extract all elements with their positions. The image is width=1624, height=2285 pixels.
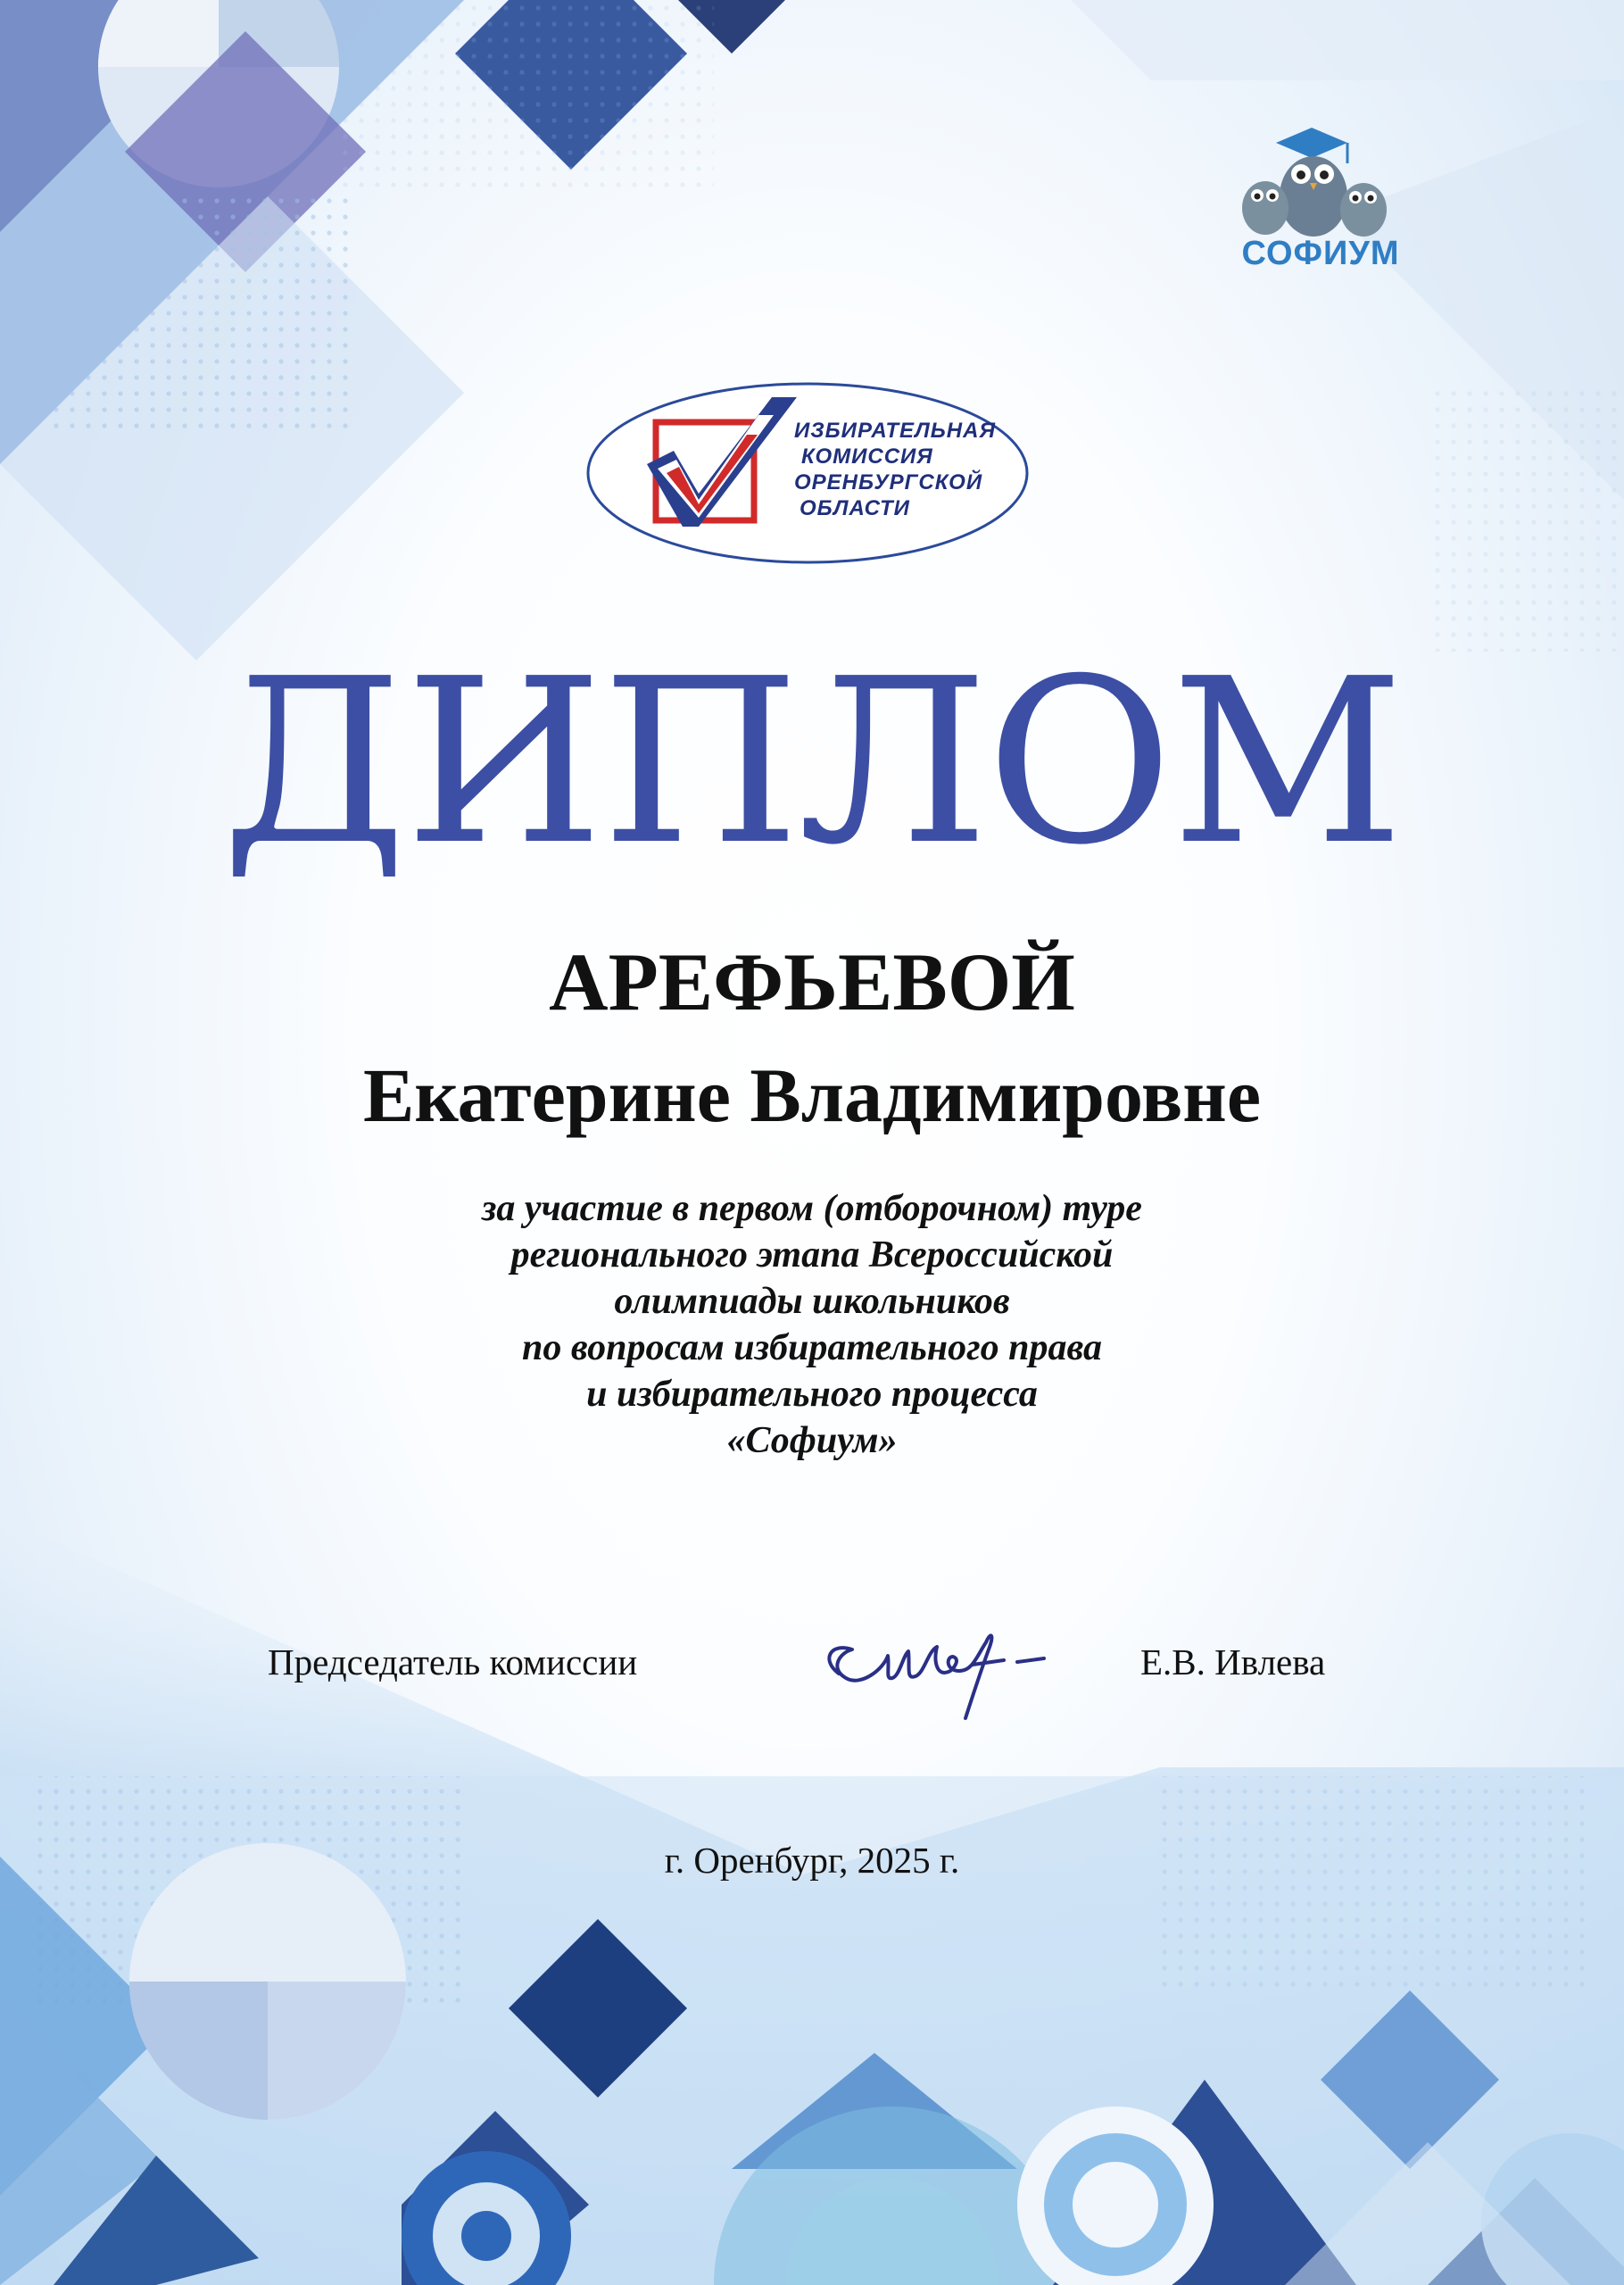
owls-icon bbox=[1214, 112, 1428, 237]
reason-line: за участие в первом (отборочном) туре bbox=[482, 1188, 1142, 1229]
recipient-surname: АРЕФЬЕВОЙ bbox=[549, 936, 1075, 1027]
commission-name bbox=[794, 418, 1035, 521]
handwritten-signature bbox=[803, 1607, 1071, 1732]
commission-line: ОРЕНБУРГСКОЙ bbox=[794, 470, 983, 494]
reason-line: олимпиады школьников bbox=[614, 1281, 1010, 1322]
commission-line: ИЗБИРАТЕЛЬНАЯ bbox=[794, 419, 996, 443]
sofium-logo bbox=[1214, 112, 1428, 281]
reason-line: «Софиум» bbox=[726, 1420, 898, 1461]
award-reason bbox=[277, 1185, 1347, 1464]
reason-line: по вопросам избирательного права bbox=[522, 1327, 1102, 1368]
chair-name: Е.В. Ивлева bbox=[1140, 1641, 1326, 1683]
election-commission-logo bbox=[584, 379, 1031, 567]
reason-line: регионального этапа Всероссийской bbox=[510, 1234, 1114, 1275]
sofium-logo-text: СОФИУМ bbox=[1241, 235, 1400, 272]
recipient-given-name: Екатерине Владимировне bbox=[362, 1052, 1262, 1138]
chair-title: Председатель комиссии bbox=[268, 1641, 638, 1683]
commission-line: ОБЛАСТИ bbox=[800, 496, 910, 520]
reason-line: и избирательного процесса bbox=[586, 1374, 1038, 1415]
place-and-date: г. Оренбург, 2025 г. bbox=[664, 1840, 960, 1881]
right-diagonals bbox=[1071, 0, 1624, 652]
diploma-title: ДИПЛОМ bbox=[221, 630, 1403, 895]
commission-line: КОМИССИЯ bbox=[801, 445, 933, 469]
